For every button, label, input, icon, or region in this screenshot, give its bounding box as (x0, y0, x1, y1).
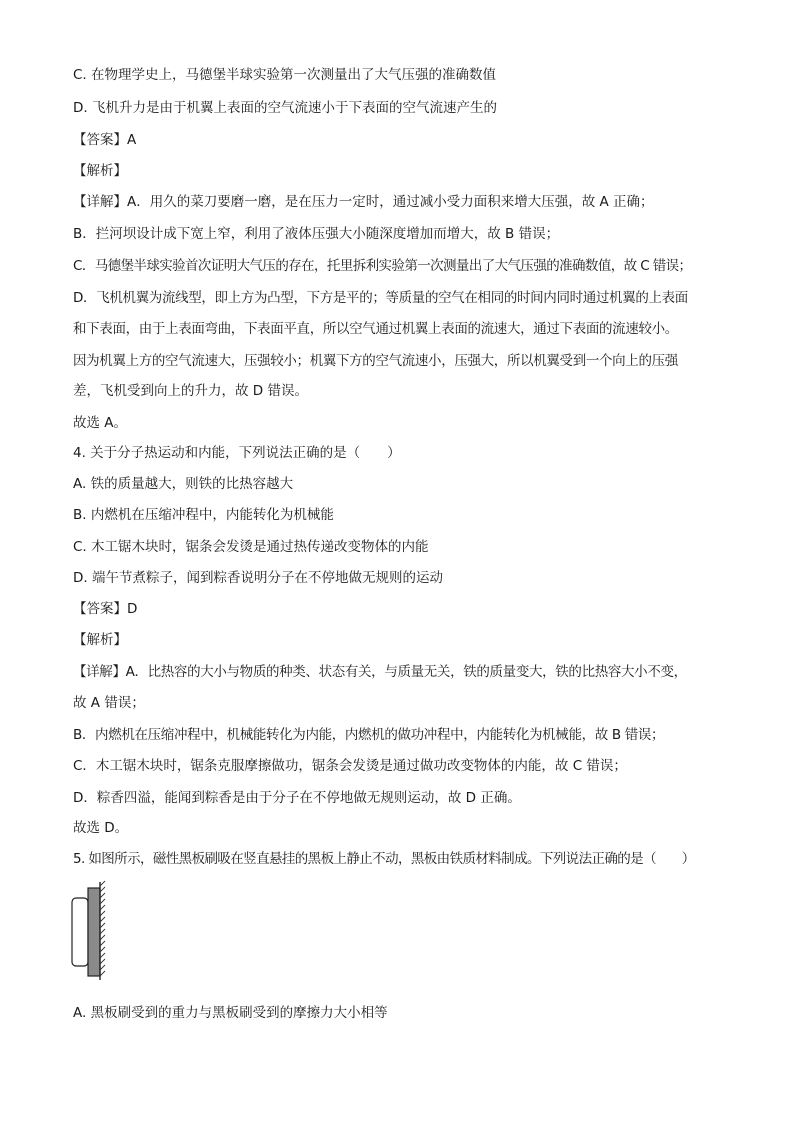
q3-detail-line-2: B．拦河坝设计成下宽上窄，利用了液体压强大小随深度增加而增大，故 B 错误； (73, 226, 560, 242)
q3-conclusion: 故选 A。 (73, 415, 128, 431)
eraser-pad (88, 888, 100, 976)
q4-detail-line-5: D．粽香四溢，能闻到粽香是由于分子在不停地做无规则运动，故 D 正确。 (73, 790, 521, 806)
q4-detail-line-3: B．内燃机在压缩冲程中，机械能转化为内能，内燃机的做功冲程中，内能转化为机械能，故 B 错误； (73, 727, 665, 743)
q5-option-a: A. 黑板刷受到的重力与黑板刷受到的摩擦力大小相等 (73, 1005, 388, 1021)
q4-detail-line-2: 故 A 错误； (73, 695, 145, 711)
q3-analysis-heading: 【解析】 (73, 163, 127, 179)
q4-analysis-heading: 【解析】 (73, 632, 127, 648)
q3-detail-line-4: D．飞机机翼为流线型，即上方为凸型，下方是平的；等质量的空气在相同的时间内同时通过机翼的上表面 (73, 290, 688, 306)
q3-detail-line-6: 因为机翼上方的空气流速大，压强较小；机翼下方的空气流速小，压强大，所以机翼受到一个向上的压强 (73, 353, 678, 369)
q3-detail-line-1: 【详解】A．用久的菜刀要磨一磨，是在压力一定时，通过减小受力面积来增大压强，故 A 正确； (73, 194, 654, 210)
q4-option-d: D. 端午节煮粽子，闻到粽香说明分子在不停地做无规则的运动 (73, 570, 443, 586)
q4-stem: 4. 关于分子热运动和内能，下列说法正确的是（ ） (73, 445, 401, 461)
q4-conclusion: 故选 D。 (73, 820, 129, 836)
blackboard-eraser-figure (68, 880, 118, 980)
q3-option-c: C. 在物理学史上，马德堡半球实验第一次测量出了大气压强的准确数值 (73, 67, 497, 83)
q4-detail-line-4: C．木工锯木块时，锯条克服摩擦做功，锯条会发烫是通过做功改变物体的内能，故 C 错误； (73, 758, 627, 774)
q3-detail-line-7: 差，飞机受到向上的升力，故 D 错误。 (73, 383, 308, 399)
q4-answer: 【答案】D (73, 601, 138, 617)
eraser-handle (72, 898, 88, 966)
q3-answer: 【答案】A (73, 132, 137, 148)
wall-hatching (100, 881, 105, 976)
q3-detail-line-3: C．马德堡半球实验首次证明大气压的存在，托里拆利实验第一次测量出了大气压强的准确数值，故 C 错误； (73, 258, 692, 274)
q5-stem: 5. 如图所示，磁性黑板刷吸在竖直悬挂的黑板上静止不动，黑板由铁质材料制成。下列说法正确的是（ ） (73, 851, 695, 867)
q3-detail-line-5: 和下表面，由于上表面弯曲，下表面平直，所以空气通过机翼上表面的流速大，通过下表面的流速较小。 (73, 321, 678, 337)
blackboard-eraser-diagram (68, 880, 118, 980)
q4-detail-line-1: 【详解】A．比热容的大小与物质的种类、状态有关，与质量无关，铁的质量变大，铁的比热容大小不变， (73, 664, 687, 680)
q4-option-b: B. 内燃机在压缩冲程中，内能转化为机械能 (73, 507, 334, 523)
q3-option-d: D. 飞机升力是由于机翼上表面的空气流速小于下表面的空气流速产生的 (73, 100, 497, 116)
q4-option-a: A. 铁的质量越大，则铁的比热容越大 (73, 476, 294, 492)
q4-option-c: C. 木工锯木块时，锯条会发烫是通过热传递改变物体的内能 (73, 539, 429, 555)
